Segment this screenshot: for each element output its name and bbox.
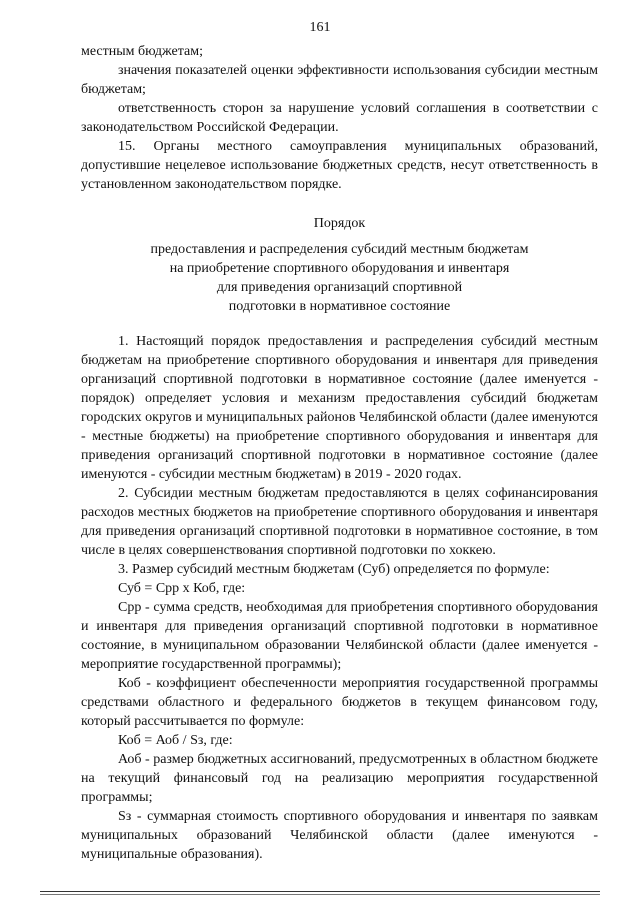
paragraph: ответственность сторон за нарушение условий соглашения в соответствии с законодательством Российской Федерации.: [81, 101, 598, 135]
paragraph: 15. Органы местного самоуправления муниципальных образований, допустившие нецелевое использование бюджетных средств, несут ответственность в установленном законодательством порядке.: [81, 139, 598, 192]
spacer: [81, 194, 598, 214]
paragraph: Sз - суммарная стоимость спортивного оборудования и инвентаря по заявкам муниципальных образований Челябинской области (далее именуются - муниципальные образования).: [81, 809, 598, 862]
paragraph: местным бюджетам;: [81, 44, 203, 59]
section-heading-line: подготовки в нормативное состояние: [228, 299, 451, 314]
formula: Коб = Аоб / Sз, где:: [118, 733, 233, 748]
spacer: [81, 316, 598, 332]
section-heading-line: предоставления и распределения субсидий местным бюджетам: [150, 242, 529, 257]
paragraph: Срр - сумма средств, необходимая для приобретения спортивного оборудования и инвентаря для приведения организаций спортивной подготовки в нормативное состояние, в муниципальном образовании Челябинской области (далее именуется - мероприятие государственной программы);: [81, 600, 598, 672]
section-heading-line: для приведения организаций спортивной: [216, 280, 463, 295]
formula: Суб = Срр х Коб, где:: [118, 581, 246, 596]
footer-rule: [40, 894, 600, 895]
document-body: [81, 42, 598, 864]
paragraph: Аоб - размер бюджетных ассигнований, предусмотренных в областном бюджете на текущий финансовый год на реализацию мероприятия государственной программы;: [81, 752, 598, 805]
footer-rule: [40, 891, 600, 892]
section-title: Порядок: [313, 216, 366, 231]
paragraph: 3. Размер субсидий местным бюджетам (Суб) определяется по формуле:: [118, 562, 550, 577]
section-heading-line: на приобретение спортивного оборудования и инвентаря: [169, 261, 510, 276]
page-number: 161: [309, 20, 331, 35]
paragraph: 1. Настоящий порядок предоставления и распределения субсидий местным бюджетам на приобретение спортивного оборудования и инвентаря для приведения организаций спортивной подготовки в нормативное состояние (далее именуется - порядок) определяет условия и механизм предоставления субсидий бюджетам городских округов и муниципальных районов Челябинской области (далее именуются - местные бюджеты) на приобретение спортивного оборудования и инвентаря для приведения организаций спортивной подготовки в нормативное состояние (далее именуются - субсидии местным бюджетам) в 2019 - 2020 годах.: [81, 334, 598, 482]
paragraph: значения показателей оценки эффективности использования субсидии местным бюджетам;: [81, 63, 598, 97]
paragraph: 2. Субсидии местным бюджетам предоставляются в целях софинансирования расходов местных бюджетов на приобретение спортивного оборудования и инвентаря для приведения организаций спортивной подготовки в нормативное состояние, в том числе в целях совершенствования спортивной подготовки по хоккею.: [81, 486, 598, 558]
paragraph: Коб - коэффициент обеспеченности мероприятия государственной программы средствами областного и федерального бюджетов в текущем финансовом году, который рассчитывается по формуле:: [81, 676, 598, 729]
